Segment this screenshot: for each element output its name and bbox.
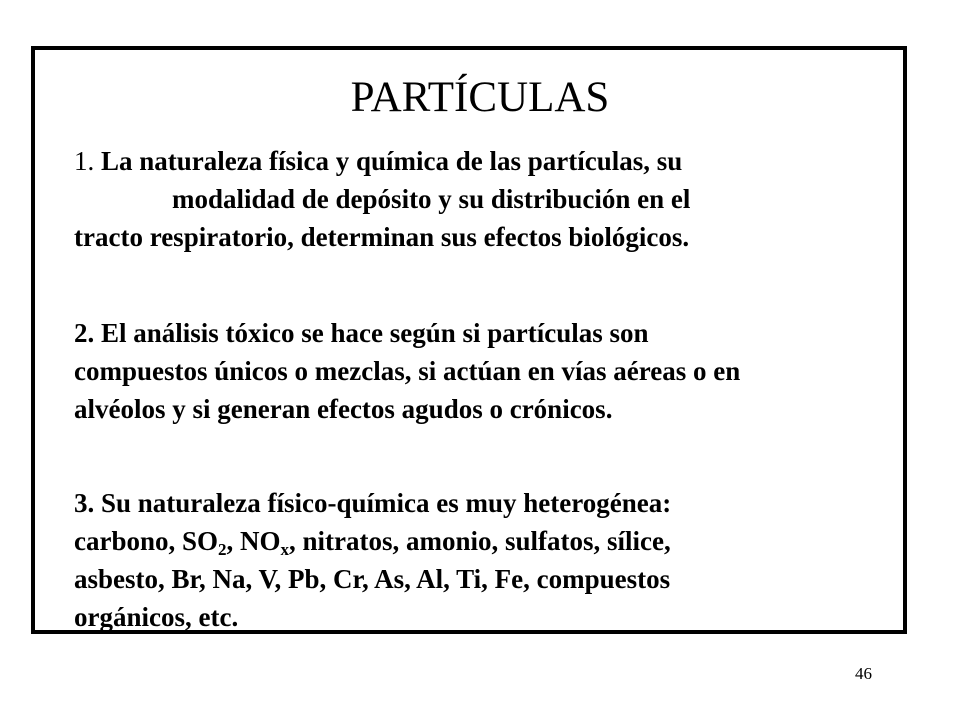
- paragraph-3-line-1: 3. Su naturaleza físico-química es muy heterogénea:: [74, 488, 672, 518]
- paragraph-2: [74, 314, 894, 428]
- paragraph-2-line-1: 2. El análisis tóxico se hace según si partículas son: [74, 318, 649, 348]
- nox-subscript: x: [280, 540, 290, 559]
- page-number: 46: [855, 664, 872, 683]
- paragraph-2-line-2: compuestos únicos o mezclas, si actúan en vías aéreas o en: [74, 356, 741, 386]
- paragraph-3-line-2: [74, 522, 894, 560]
- nox-text: , NO: [226, 526, 281, 556]
- paragraph-1-number: 1.: [74, 146, 95, 176]
- paragraph-1-line-1-text: La naturaleza física y química de las partículas, su: [101, 146, 683, 176]
- so2-subscript: 2: [218, 540, 227, 559]
- paragraph-3-line-3: asbesto, Br, Na, V, Pb, Cr, As, Al, Ti, Fe, compuestos: [74, 564, 671, 594]
- paragraph-1-line-2: modalidad de depósito y su distribución en el: [172, 184, 691, 214]
- paragraph-1: [74, 142, 894, 256]
- paragraph-3: [74, 484, 894, 636]
- paragraph-3-line-4: orgánicos, etc.: [74, 602, 239, 632]
- paragraph-3-line-2-rest: , nitratos, amonio, sulfatos, sílice,: [289, 526, 671, 556]
- paragraph-2-line-3: alvéolos y si generan efectos agudos o crónicos.: [74, 394, 613, 424]
- paragraph-1-line-3: tracto respiratorio, determinan sus efectos biológicos.: [74, 222, 690, 252]
- so2-text: carbono, SO: [74, 526, 219, 556]
- paragraph-1-line-1: [74, 142, 894, 180]
- slide-title: PARTÍCULAS: [350, 74, 610, 121]
